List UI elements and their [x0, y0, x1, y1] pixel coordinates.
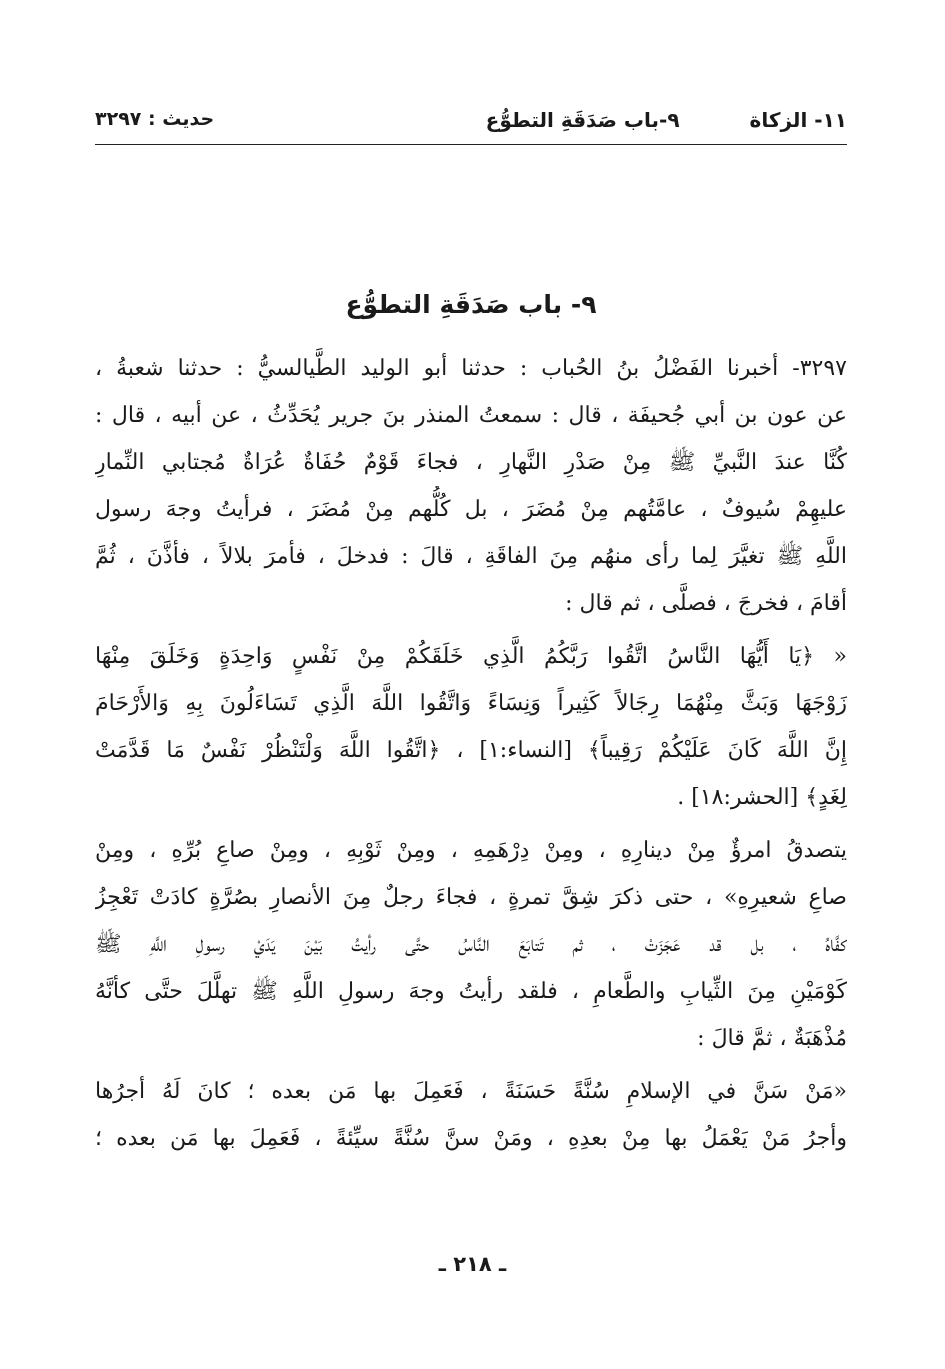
header-hadith-number: حديث : ٣٢٩٧	[95, 108, 215, 130]
text-line: « ﴿يَا أَيُّهَا النَّاسُ اتَّقُوا رَبَّكُمُ الَّذِي خَلَقَكُمْ مِنْ نَفْسٍ وَاحِدَةٍ وَخَلَقَ مِنْهَا	[95, 644, 847, 669]
text-line: اللَّهِ ﷺ تغيَّرَ لِما رأى منهُم مِنَ الفاقَةِ ، قالَ : فدخلَ ، فأمرَ بلالاً ، فأذَّنَ ، ثُمَّ	[95, 544, 847, 569]
header-divider	[95, 144, 847, 145]
running-header	[95, 108, 847, 142]
text-line: كفَّاهُ ، بل قد عَجَزَتْ ، ثم تَتابَعَ النَّاسُ حتَّى رأيتُ بَيْنَ يَدَيْ رسولِ اللَّهِ ﷺ	[95, 932, 847, 957]
chapter-title: ٩- باب صَدَقَةِ التطوُّع	[345, 290, 597, 319]
hadith-text	[95, 345, 847, 1162]
text-line: ٣٢٩٧- أخبرنا الفَضْلُ بنُ الحُباب : حدثنا أبو الوليد الطَّيالسيُّ : حدثنا شعبةُ ،	[95, 356, 847, 381]
text-line: صاعِ شعيرِهِ» ، حتى ذكرَ شِقَّ تمرةٍ ، فجاءَ رجلٌ مِنَ الأنصارِ بصُرَّةٍ كادَتْ تَعْجِزُ	[95, 885, 847, 910]
text-line: وأجرُ مَنْ يَعْمَلُ بها مِنْ بعدِهِ ، ومَنْ سنَّ سُنَّةً سيِّئةً ، فَعَمِلَ بها مَن بعده ؛	[95, 1126, 847, 1151]
text-line: لِغَدٍ﴾ [الحشر:١٨] .	[677, 785, 847, 810]
text-line: إِنَّ اللَّهَ كَانَ عَلَيْكُمْ رَقِيباً﴾ [النساء:١] ، ﴿اتَّقُوا اللَّهَ وَلْتَنْظُرْ نَفْسٌ مَا قَدَّمَتْ	[95, 738, 847, 763]
page-number: ـ ٢١٨ ـ	[438, 1252, 507, 1276]
header-section: ٩-باب صَدَقَةِ التطوُّع	[485, 108, 680, 132]
header-chapter-section	[486, 108, 847, 132]
text-line: عليهِمْ سُيوفٌ ، عامَّتُهم مِنْ مُضَرَ ، بل كُلُّهم مِنْ مُضَرَ ، فرأيتُ وجهَ رسول	[95, 497, 847, 522]
text-line: عن عون بن أبي جُحيفَة ، قال : سمعتُ المنذر بنَ جرير يُحَدِّثُ ، عن أبيه ، قال :	[95, 403, 847, 428]
text-line: زَوْجَهَا وَبَثَّ مِنْهُمَا رِجَالاً كَثِيراً وَنِسَاءً وَاتَّقُوا اللَّهَ الَّذِي تَسَاءَلُونَ بِهِ وَالأَرْحَامَ	[95, 691, 847, 716]
header-chapter: ١١- الزكاة	[749, 108, 847, 132]
text-line: كُنَّا عندَ النَّبيِّ ﷺ مِنْ صَدْرِ النَّهارِ ، فجاءَ قَوْمٌ حُفَاةٌ عُرَاةٌ مُجتابي النِّمارِ	[95, 450, 847, 475]
text-line: أقامَ ، فخرجَ ، فصلَّى ، ثم قال :	[565, 591, 847, 616]
text-line: مُذْهَبَةٌ ، ثمَّ قالَ :	[697, 1026, 847, 1051]
text-line: يتصدقُ امرؤٌ مِنْ دينارِهِ ، ومِنْ دِرْهَمِهِ ، ومِنْ ثَوْبِهِ ، ومِنْ صاعِ بُرِّهِ ، ومِنْ	[95, 838, 847, 863]
text-line: كَوْمَيْنِ مِنَ الثِّيابِ والطَّعامِ ، فلقد رأيتُ وجهَ رسولِ اللَّهِ ﷺ تهلَّلَ حتَّى كأنَّهُ	[95, 979, 847, 1004]
text-line: «مَنْ سَنَّ في الإسلامِ سُنَّةً حَسَنَةً ، فَعَمِلَ بها مَن بعده ؛ كانَ لَهُ أجرُها	[95, 1079, 847, 1104]
